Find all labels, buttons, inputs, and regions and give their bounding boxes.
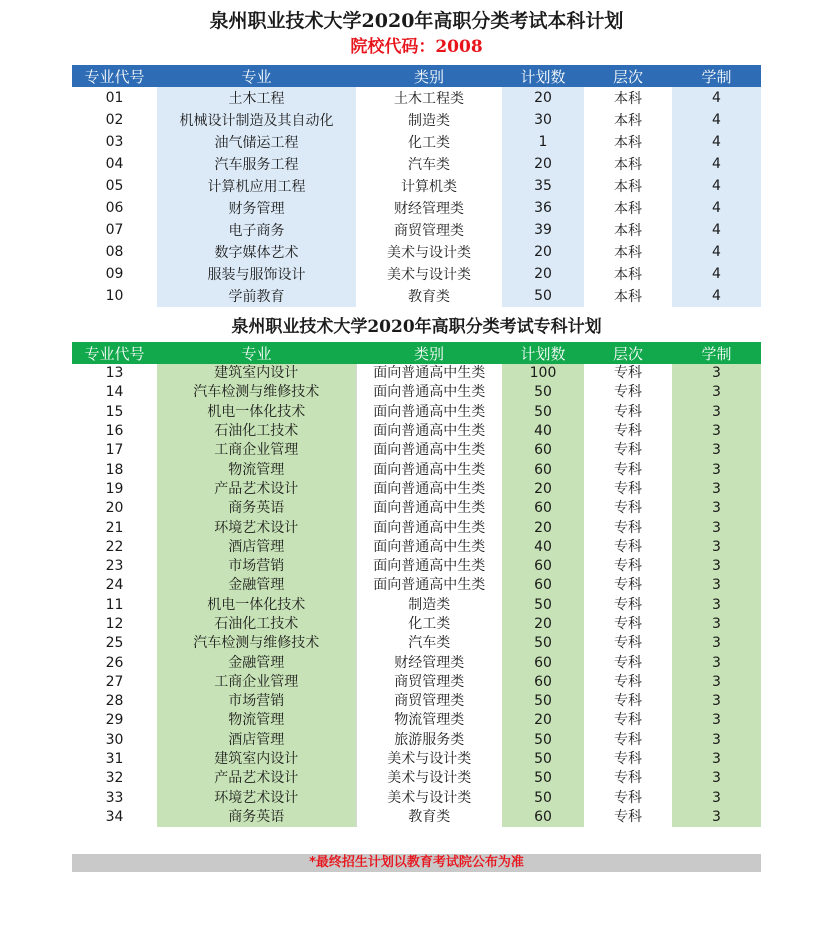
cell-code: 17 bbox=[105, 442, 124, 459]
cell-code: 15 bbox=[105, 403, 124, 420]
table-row bbox=[72, 518, 761, 537]
cell-level: 本科 bbox=[614, 157, 642, 173]
col-header-duration: 学制 bbox=[672, 342, 761, 364]
cell-level: 本科 bbox=[614, 289, 642, 305]
cell-category: 计算机类 bbox=[401, 179, 457, 195]
cell-duration: 3 bbox=[672, 576, 761, 595]
table-row bbox=[72, 364, 761, 383]
cell-major: 计算机应用工程 bbox=[157, 175, 356, 197]
cell-quota: 60 bbox=[502, 576, 584, 595]
cell-category: 商贸管理类 bbox=[394, 223, 464, 239]
cell-level: 专科 bbox=[614, 461, 642, 478]
cell-level: 专科 bbox=[614, 635, 642, 652]
table-row bbox=[72, 653, 761, 672]
cell-category: 教育类 bbox=[356, 808, 502, 827]
cell-category: 面向普通高中生类 bbox=[356, 499, 502, 518]
cell-level: 专科 bbox=[614, 500, 642, 517]
cell-category: 面向普通高中生类 bbox=[356, 518, 502, 537]
cell-major: 数字媒体艺术 bbox=[157, 241, 356, 263]
cell-major: 机电一体化技术 bbox=[157, 403, 356, 422]
cell-level: 专科 bbox=[614, 751, 642, 768]
cell-major: 石油化工技术 bbox=[157, 422, 356, 441]
cell-level: 专科 bbox=[614, 384, 642, 401]
cell-quota: 20 bbox=[502, 241, 584, 263]
cell-quota: 1 bbox=[502, 131, 584, 153]
col-header-level: 层次 bbox=[584, 342, 672, 364]
cell-level: 专科 bbox=[614, 480, 642, 497]
cell-quota: 60 bbox=[502, 808, 584, 827]
cell-quota: 50 bbox=[502, 789, 584, 808]
cell-quota: 20 bbox=[502, 615, 584, 634]
col-header-level: 层次 bbox=[584, 65, 672, 87]
cell-code: 10 bbox=[105, 288, 124, 304]
cell-category: 物流管理类 bbox=[356, 711, 502, 730]
cell-major: 环境艺术设计 bbox=[157, 518, 356, 537]
cell-duration: 4 bbox=[672, 285, 761, 307]
cell-code: 33 bbox=[105, 789, 124, 806]
cell-major: 服装与服饰设计 bbox=[157, 263, 356, 285]
cell-code: 32 bbox=[105, 770, 124, 787]
section-title-college: 泉州职业技术大学2020年高职分类考试专科计划 bbox=[231, 317, 602, 337]
col-header-code: 专业代号 bbox=[72, 342, 157, 364]
cell-quota: 60 bbox=[502, 673, 584, 692]
cell-code: 28 bbox=[105, 693, 124, 710]
cell-major: 金融管理 bbox=[157, 653, 356, 672]
table-row bbox=[72, 731, 761, 750]
cell-level: 专科 bbox=[614, 808, 642, 825]
cell-duration: 4 bbox=[672, 131, 761, 153]
cell-category: 旅游服务类 bbox=[356, 731, 502, 750]
cell-code: 34 bbox=[105, 808, 124, 825]
cell-duration: 3 bbox=[672, 460, 761, 479]
cell-duration: 3 bbox=[672, 711, 761, 730]
cell-major: 产品艺术设计 bbox=[157, 480, 356, 499]
table-row bbox=[72, 692, 761, 711]
table-row bbox=[72, 403, 761, 422]
cell-level: 专科 bbox=[614, 731, 642, 748]
cell-major: 机电一体化技术 bbox=[157, 596, 356, 615]
cell-level: 专科 bbox=[614, 423, 642, 440]
cell-category: 商贸管理类 bbox=[356, 692, 502, 711]
cell-code: 01 bbox=[105, 90, 124, 106]
table-row bbox=[72, 769, 761, 788]
cell-category: 商贸管理类 bbox=[356, 673, 502, 692]
cell-duration: 3 bbox=[672, 403, 761, 422]
cell-category: 面向普通高中生类 bbox=[356, 460, 502, 479]
cell-major: 电子商务 bbox=[157, 219, 356, 241]
cell-category: 美术与设计类 bbox=[387, 245, 471, 261]
table-row bbox=[72, 109, 761, 131]
cell-major: 建筑室内设计 bbox=[157, 750, 356, 769]
cell-category: 汽车类 bbox=[408, 157, 450, 173]
cell-duration: 3 bbox=[672, 769, 761, 788]
table-row bbox=[72, 673, 761, 692]
cell-category: 土木工程类 bbox=[394, 91, 464, 107]
col-header-duration: 学制 bbox=[672, 65, 761, 87]
cell-code: 22 bbox=[105, 538, 124, 555]
cell-major: 学前教育 bbox=[157, 285, 356, 307]
cell-category: 面向普通高中生类 bbox=[356, 480, 502, 499]
col-header-category: 类别 bbox=[356, 65, 502, 87]
table-row bbox=[72, 750, 761, 769]
college-plan-table bbox=[72, 342, 762, 827]
table-row bbox=[72, 634, 761, 653]
cell-level: 专科 bbox=[614, 693, 642, 710]
cell-code: 24 bbox=[105, 577, 124, 594]
cell-major: 机械设计制造及其自动化 bbox=[157, 109, 356, 131]
undergrad-plan-table bbox=[72, 65, 761, 307]
cell-category: 制造类 bbox=[408, 113, 450, 129]
cell-duration: 3 bbox=[672, 673, 761, 692]
cell-code: 04 bbox=[105, 156, 124, 172]
table-row bbox=[72, 441, 761, 460]
cell-quota: 50 bbox=[502, 634, 584, 653]
cell-duration: 3 bbox=[672, 422, 761, 441]
cell-code: 13 bbox=[105, 365, 124, 382]
cell-category: 美术与设计类 bbox=[356, 789, 502, 808]
table-row bbox=[72, 596, 761, 615]
cell-level: 专科 bbox=[614, 577, 642, 594]
cell-duration: 3 bbox=[672, 441, 761, 460]
cell-quota: 60 bbox=[502, 557, 584, 576]
cell-duration: 3 bbox=[672, 731, 761, 750]
col-header-major: 专业 bbox=[157, 342, 356, 364]
cell-level: 本科 bbox=[614, 267, 642, 283]
cell-major: 商务英语 bbox=[157, 808, 356, 827]
cell-quota: 30 bbox=[502, 109, 584, 131]
table-row bbox=[72, 460, 761, 479]
cell-code: 06 bbox=[105, 200, 124, 216]
cell-category: 面向普通高中生类 bbox=[356, 422, 502, 441]
cell-category: 面向普通高中生类 bbox=[356, 403, 502, 422]
table-row bbox=[72, 241, 761, 263]
cell-level: 本科 bbox=[614, 113, 642, 129]
table-row bbox=[72, 480, 761, 499]
cell-major: 汽车检测与维修技术 bbox=[157, 383, 356, 402]
cell-duration: 3 bbox=[672, 808, 761, 827]
cell-major: 石油化工技术 bbox=[157, 615, 356, 634]
cell-quota: 20 bbox=[502, 263, 584, 285]
cell-quota: 50 bbox=[502, 285, 584, 307]
cell-duration: 3 bbox=[672, 364, 761, 383]
cell-level: 专科 bbox=[614, 365, 642, 382]
cell-quota: 20 bbox=[502, 87, 584, 109]
table-row bbox=[72, 197, 761, 219]
cell-quota: 20 bbox=[502, 480, 584, 499]
cell-level: 专科 bbox=[614, 654, 642, 671]
cell-level: 本科 bbox=[614, 245, 642, 261]
table-row bbox=[72, 285, 761, 307]
cell-duration: 4 bbox=[672, 263, 761, 285]
cell-duration: 4 bbox=[672, 109, 761, 131]
cell-quota: 35 bbox=[502, 175, 584, 197]
table-row bbox=[72, 87, 761, 109]
cell-category: 化工类 bbox=[408, 135, 450, 151]
cell-category: 汽车类 bbox=[356, 634, 502, 653]
cell-duration: 3 bbox=[672, 480, 761, 499]
cell-category: 教育类 bbox=[408, 289, 450, 305]
cell-duration: 3 bbox=[672, 596, 761, 615]
table-row bbox=[72, 615, 761, 634]
table-row bbox=[72, 538, 761, 557]
cell-code: 11 bbox=[105, 596, 124, 613]
cell-major: 酒店管理 bbox=[157, 731, 356, 750]
cell-major: 汽车服务工程 bbox=[157, 153, 356, 175]
school-code: 院校代码：2008 bbox=[350, 37, 483, 57]
cell-major: 土木工程 bbox=[157, 87, 356, 109]
cell-code: 03 bbox=[105, 134, 124, 150]
cell-level: 专科 bbox=[614, 770, 642, 787]
cell-quota: 50 bbox=[502, 403, 584, 422]
cell-level: 专科 bbox=[614, 403, 642, 420]
cell-major: 油气储运工程 bbox=[157, 131, 356, 153]
cell-quota: 20 bbox=[502, 711, 584, 730]
cell-code: 31 bbox=[105, 751, 124, 768]
cell-code: 19 bbox=[105, 480, 124, 497]
cell-category: 美术与设计类 bbox=[356, 769, 502, 788]
cell-quota: 40 bbox=[502, 422, 584, 441]
cell-major: 产品艺术设计 bbox=[157, 769, 356, 788]
cell-quota: 20 bbox=[502, 153, 584, 175]
cell-code: 16 bbox=[105, 423, 124, 440]
footer-note: *最终招生计划以教育考试院公布为准 bbox=[72, 854, 761, 872]
cell-major: 财务管理 bbox=[157, 197, 356, 219]
cell-quota: 50 bbox=[502, 731, 584, 750]
cell-category: 面向普通高中生类 bbox=[356, 576, 502, 595]
cell-level: 本科 bbox=[614, 223, 642, 239]
table-row bbox=[72, 263, 761, 285]
cell-major: 物流管理 bbox=[157, 460, 356, 479]
cell-major: 酒店管理 bbox=[157, 538, 356, 557]
cell-category: 财经管理类 bbox=[356, 653, 502, 672]
col-header-quota: 计划数 bbox=[502, 342, 584, 364]
page-title: 泉州职业技术大学2020年高职分类考试本科计划 bbox=[209, 10, 624, 32]
table-row bbox=[72, 383, 761, 402]
cell-code: 02 bbox=[105, 112, 124, 128]
cell-major: 市场营销 bbox=[157, 557, 356, 576]
cell-duration: 3 bbox=[672, 383, 761, 402]
cell-quota: 50 bbox=[502, 769, 584, 788]
cell-major: 建筑室内设计 bbox=[157, 364, 356, 383]
cell-quota: 20 bbox=[502, 518, 584, 537]
cell-category: 财经管理类 bbox=[394, 201, 464, 217]
cell-code: 26 bbox=[105, 654, 124, 671]
cell-level: 专科 bbox=[614, 712, 642, 729]
table-row bbox=[72, 175, 761, 197]
cell-level: 专科 bbox=[614, 558, 642, 575]
cell-major: 汽车检测与维修技术 bbox=[157, 634, 356, 653]
table-row bbox=[72, 131, 761, 153]
cell-category: 美术与设计类 bbox=[387, 267, 471, 283]
cell-code: 30 bbox=[105, 731, 124, 748]
cell-major: 环境艺术设计 bbox=[157, 789, 356, 808]
cell-major: 商务英语 bbox=[157, 499, 356, 518]
cell-quota: 40 bbox=[502, 538, 584, 557]
cell-quota: 36 bbox=[502, 197, 584, 219]
cell-quota: 60 bbox=[502, 653, 584, 672]
cell-duration: 3 bbox=[672, 634, 761, 653]
cell-duration: 4 bbox=[672, 87, 761, 109]
cell-category: 面向普通高中生类 bbox=[356, 383, 502, 402]
cell-level: 本科 bbox=[614, 201, 642, 217]
cell-quota: 50 bbox=[502, 383, 584, 402]
table-row bbox=[72, 576, 761, 595]
col-header-category: 类别 bbox=[356, 342, 502, 364]
cell-level: 专科 bbox=[614, 442, 642, 459]
cell-level: 专科 bbox=[614, 519, 642, 536]
cell-duration: 3 bbox=[672, 653, 761, 672]
cell-category: 面向普通高中生类 bbox=[356, 557, 502, 576]
cell-level: 专科 bbox=[614, 616, 642, 632]
col-header-major: 专业 bbox=[157, 65, 356, 87]
cell-quota: 60 bbox=[502, 499, 584, 518]
cell-category: 面向普通高中生类 bbox=[356, 441, 502, 460]
cell-code: 14 bbox=[105, 384, 124, 401]
col-header-code: 专业代号 bbox=[72, 65, 157, 87]
cell-major: 工商企业管理 bbox=[157, 441, 356, 460]
cell-level: 本科 bbox=[614, 91, 642, 107]
cell-major: 金融管理 bbox=[157, 576, 356, 595]
cell-level: 专科 bbox=[614, 789, 642, 806]
cell-quota: 60 bbox=[502, 441, 584, 460]
table-row bbox=[72, 153, 761, 175]
cell-duration: 4 bbox=[672, 175, 761, 197]
cell-code: 05 bbox=[105, 178, 124, 194]
col-header-quota: 计划数 bbox=[502, 65, 584, 87]
cell-duration: 4 bbox=[672, 197, 761, 219]
cell-code: 21 bbox=[105, 519, 124, 536]
cell-code: 29 bbox=[105, 712, 124, 729]
cell-code: 23 bbox=[105, 558, 124, 575]
cell-category: 制造类 bbox=[356, 596, 502, 615]
cell-level: 专科 bbox=[614, 673, 642, 690]
cell-category: 化工类 bbox=[356, 615, 502, 634]
cell-code: 07 bbox=[105, 222, 124, 238]
cell-quota: 100 bbox=[502, 364, 584, 383]
cell-duration: 4 bbox=[672, 153, 761, 175]
cell-code: 09 bbox=[105, 266, 124, 282]
cell-duration: 3 bbox=[672, 615, 761, 634]
cell-quota: 50 bbox=[502, 596, 584, 615]
cell-level: 专科 bbox=[614, 596, 642, 613]
cell-code: 08 bbox=[105, 244, 124, 260]
cell-level: 本科 bbox=[614, 135, 642, 151]
cell-level: 专科 bbox=[614, 538, 642, 555]
table-row bbox=[72, 789, 761, 808]
cell-major: 工商企业管理 bbox=[157, 673, 356, 692]
table-row bbox=[72, 808, 761, 827]
cell-major: 市场营销 bbox=[157, 692, 356, 711]
cell-level: 本科 bbox=[614, 179, 642, 195]
cell-duration: 3 bbox=[672, 557, 761, 576]
table-row bbox=[72, 422, 761, 441]
cell-duration: 3 bbox=[672, 518, 761, 537]
cell-quota: 50 bbox=[502, 692, 584, 711]
cell-code: 27 bbox=[105, 673, 124, 690]
cell-duration: 3 bbox=[672, 750, 761, 769]
table-header-row bbox=[72, 342, 761, 364]
cell-category: 面向普通高中生类 bbox=[356, 364, 502, 383]
cell-category: 面向普通高中生类 bbox=[356, 538, 502, 557]
table-row bbox=[72, 219, 761, 241]
cell-code: 20 bbox=[105, 500, 124, 517]
cell-duration: 3 bbox=[672, 538, 761, 557]
cell-duration: 4 bbox=[672, 241, 761, 263]
table-header-row bbox=[72, 65, 761, 87]
cell-category: 美术与设计类 bbox=[356, 750, 502, 769]
cell-code: 18 bbox=[105, 461, 124, 478]
cell-duration: 3 bbox=[672, 499, 761, 518]
table-row bbox=[72, 499, 761, 518]
cell-quota: 39 bbox=[502, 219, 584, 241]
cell-duration: 3 bbox=[672, 692, 761, 711]
cell-major: 物流管理 bbox=[157, 711, 356, 730]
cell-quota: 60 bbox=[502, 460, 584, 479]
cell-duration: 4 bbox=[672, 219, 761, 241]
cell-code: 25 bbox=[105, 635, 124, 652]
cell-code: 12 bbox=[105, 616, 124, 632]
table-row bbox=[72, 557, 761, 576]
cell-quota: 50 bbox=[502, 750, 584, 769]
table-row bbox=[72, 711, 761, 730]
cell-duration: 3 bbox=[672, 789, 761, 808]
